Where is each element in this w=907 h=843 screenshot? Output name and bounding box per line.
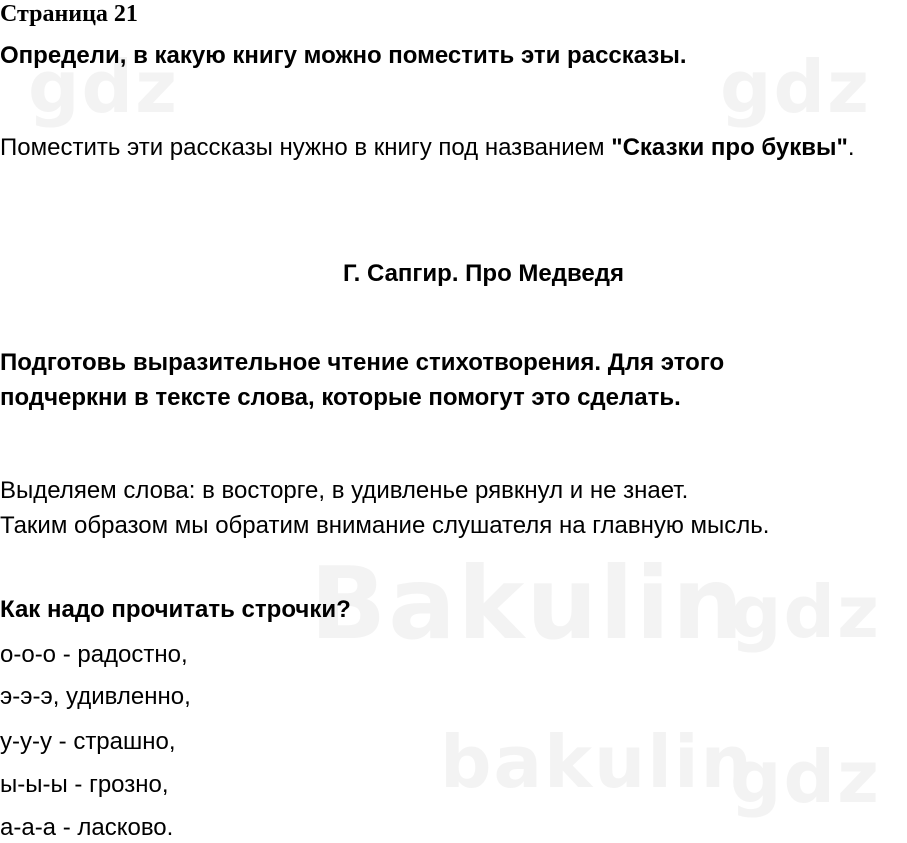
answer-1-suffix: . xyxy=(847,134,855,161)
answer-2-line-1: Выделяем слова: в восторге, в удивленье рявкнул и не знает. xyxy=(0,477,689,504)
watermark-gdz: gdz xyxy=(720,45,871,129)
watermark-bakulin: bakulin xyxy=(440,720,754,804)
reading-line: о-о-о - радостно, xyxy=(0,641,188,668)
watermark-gdz: gdz xyxy=(730,570,881,654)
answer-1-prefix: Поместить эти рассказы нужно в книгу под названием xyxy=(0,134,612,161)
watermark-gdz: gdz xyxy=(28,45,179,129)
reading-line: у-у-у - страшно, xyxy=(0,728,176,755)
answer-2 xyxy=(0,473,769,543)
question-1: Определи, в какую книгу можно поместить эти рассказы. xyxy=(0,42,687,69)
reading-line: а-а-а - ласково. xyxy=(0,814,174,841)
book-title: "Сказки про буквы" xyxy=(611,134,848,161)
reading-line: ы-ы-ы - грозно, xyxy=(0,771,169,798)
question-2-line-1: Подготовь выразительное чтение стихотворения. Для этого xyxy=(0,349,725,376)
page-title: Страница 21 xyxy=(0,1,138,27)
question-3: Как надо прочитать строчки? xyxy=(0,596,351,623)
answer-2-line-2: Таким образом мы обратим внимание слушателя на главную мысль. xyxy=(0,512,770,539)
watermark-gdz: gdz xyxy=(730,735,881,819)
watermark-bakulin: Bakulin xyxy=(310,545,746,662)
question-2 xyxy=(0,345,724,415)
reading-line: э-э-э, удивленно, xyxy=(0,683,191,710)
poem-title: Г. Сапгир. Про Медведя xyxy=(343,260,624,287)
question-2-line-2: подчеркни в тексте слова, которые помогут это сделать. xyxy=(0,384,681,411)
answer-1 xyxy=(0,130,907,165)
